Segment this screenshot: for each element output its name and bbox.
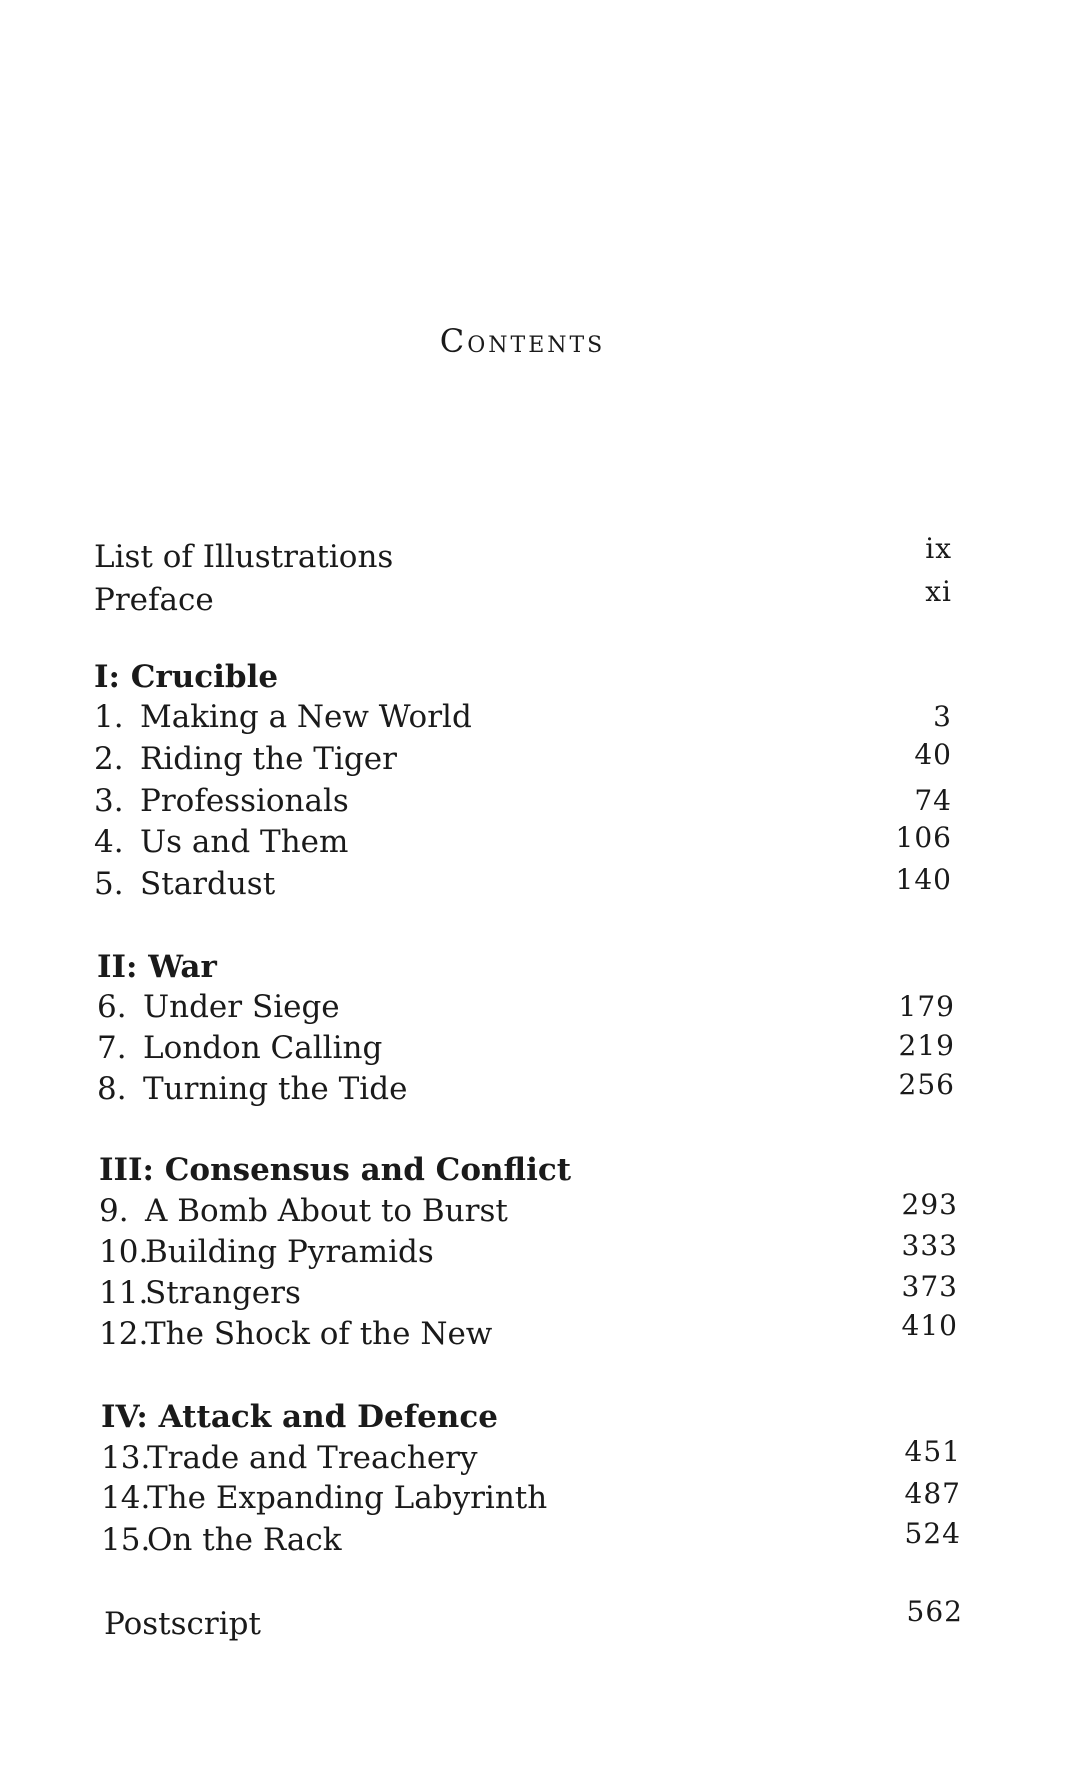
chapter-title: Trade and Treachery bbox=[147, 1440, 478, 1476]
chapter-title: Riding the Tiger bbox=[140, 741, 397, 777]
chapter-number: 2. bbox=[94, 741, 124, 777]
toc-entry-chapter[interactable] bbox=[0, 1067, 1082, 1111]
toc-page-number: 410 bbox=[901, 1309, 958, 1342]
toc-entry-chapter[interactable] bbox=[0, 1518, 1082, 1562]
chapter-number: 12. bbox=[99, 1316, 149, 1352]
toc-entry-chapter[interactable] bbox=[0, 985, 1082, 1029]
chapter-number: 4. bbox=[94, 824, 124, 860]
toc-page-number: 3 bbox=[933, 700, 952, 733]
chapter-title: Turning the Tide bbox=[143, 1071, 408, 1107]
part-heading: I: Crucible bbox=[94, 659, 279, 695]
chapter-number: 6. bbox=[97, 989, 127, 1025]
toc-entry-chapter[interactable] bbox=[0, 737, 1082, 781]
toc-entry-chapter[interactable] bbox=[0, 1309, 1082, 1356]
chapter-number: 5. bbox=[94, 866, 124, 902]
toc-entry-chapter[interactable] bbox=[0, 862, 1082, 906]
chapter-title: Under Siege bbox=[143, 989, 340, 1025]
chapter-number: 7. bbox=[97, 1030, 127, 1066]
toc-page-number: 219 bbox=[898, 1029, 955, 1062]
toc-page-number: 373 bbox=[901, 1270, 958, 1303]
page-title: Contents bbox=[439, 322, 606, 360]
toc-page-number: xi bbox=[925, 575, 952, 608]
chapter-number: 14. bbox=[101, 1480, 151, 1516]
chapter-title: Strangers bbox=[145, 1275, 301, 1311]
toc-page-number: 487 bbox=[904, 1477, 961, 1510]
toc-page-number: 106 bbox=[895, 821, 952, 854]
chapter-number: 3. bbox=[94, 783, 124, 819]
toc-page-number: 562 bbox=[906, 1595, 963, 1628]
toc-page-number: 74 bbox=[914, 784, 952, 817]
toc-entry-label: Preface bbox=[94, 582, 214, 618]
toc-page-number: 451 bbox=[904, 1435, 961, 1468]
toc-entry-postscript[interactable] bbox=[0, 1595, 1082, 1646]
chapter-title: Stardust bbox=[140, 866, 276, 902]
chapter-title: Professionals bbox=[140, 783, 349, 819]
toc-page-number: 256 bbox=[898, 1068, 955, 1101]
chapter-title: Us and Them bbox=[140, 824, 349, 860]
chapter-number: 15. bbox=[101, 1522, 151, 1558]
toc-page-number: 140 bbox=[895, 863, 952, 896]
part-heading: IV: Attack and Defence bbox=[101, 1399, 498, 1435]
chapter-number: 1. bbox=[94, 699, 124, 735]
part-heading: II: War bbox=[97, 949, 217, 985]
chapter-title: The Shock of the New bbox=[145, 1316, 493, 1352]
chapter-title: A Bomb About to Burst bbox=[145, 1193, 508, 1229]
toc-page-number: 179 bbox=[898, 990, 955, 1023]
toc-entry-label: List of Illustrations bbox=[94, 539, 394, 575]
part-heading: III: Consensus and Conflict bbox=[99, 1152, 572, 1188]
chapter-title: Making a New World bbox=[140, 699, 472, 735]
chapter-title: Building Pyramids bbox=[145, 1234, 434, 1270]
toc-page-number: 40 bbox=[914, 738, 952, 771]
toc-page-number: 293 bbox=[901, 1188, 958, 1221]
chapter-title: London Calling bbox=[143, 1030, 383, 1066]
toc-entry-label: Postscript bbox=[104, 1606, 261, 1642]
chapter-number: 10. bbox=[99, 1234, 149, 1270]
chapter-number: 13. bbox=[101, 1440, 151, 1476]
toc-page-number: 524 bbox=[904, 1517, 961, 1550]
chapter-number: 8. bbox=[97, 1071, 127, 1107]
toc-page-number: 333 bbox=[901, 1229, 958, 1262]
toc-page-number: ix bbox=[925, 532, 952, 565]
toc-entry-preface[interactable] bbox=[0, 575, 1082, 622]
chapter-number: 9. bbox=[99, 1193, 129, 1229]
chapter-title: The Expanding Labyrinth bbox=[147, 1480, 548, 1516]
chapter-number: 11. bbox=[99, 1275, 149, 1311]
chapter-title: On the Rack bbox=[147, 1522, 342, 1558]
